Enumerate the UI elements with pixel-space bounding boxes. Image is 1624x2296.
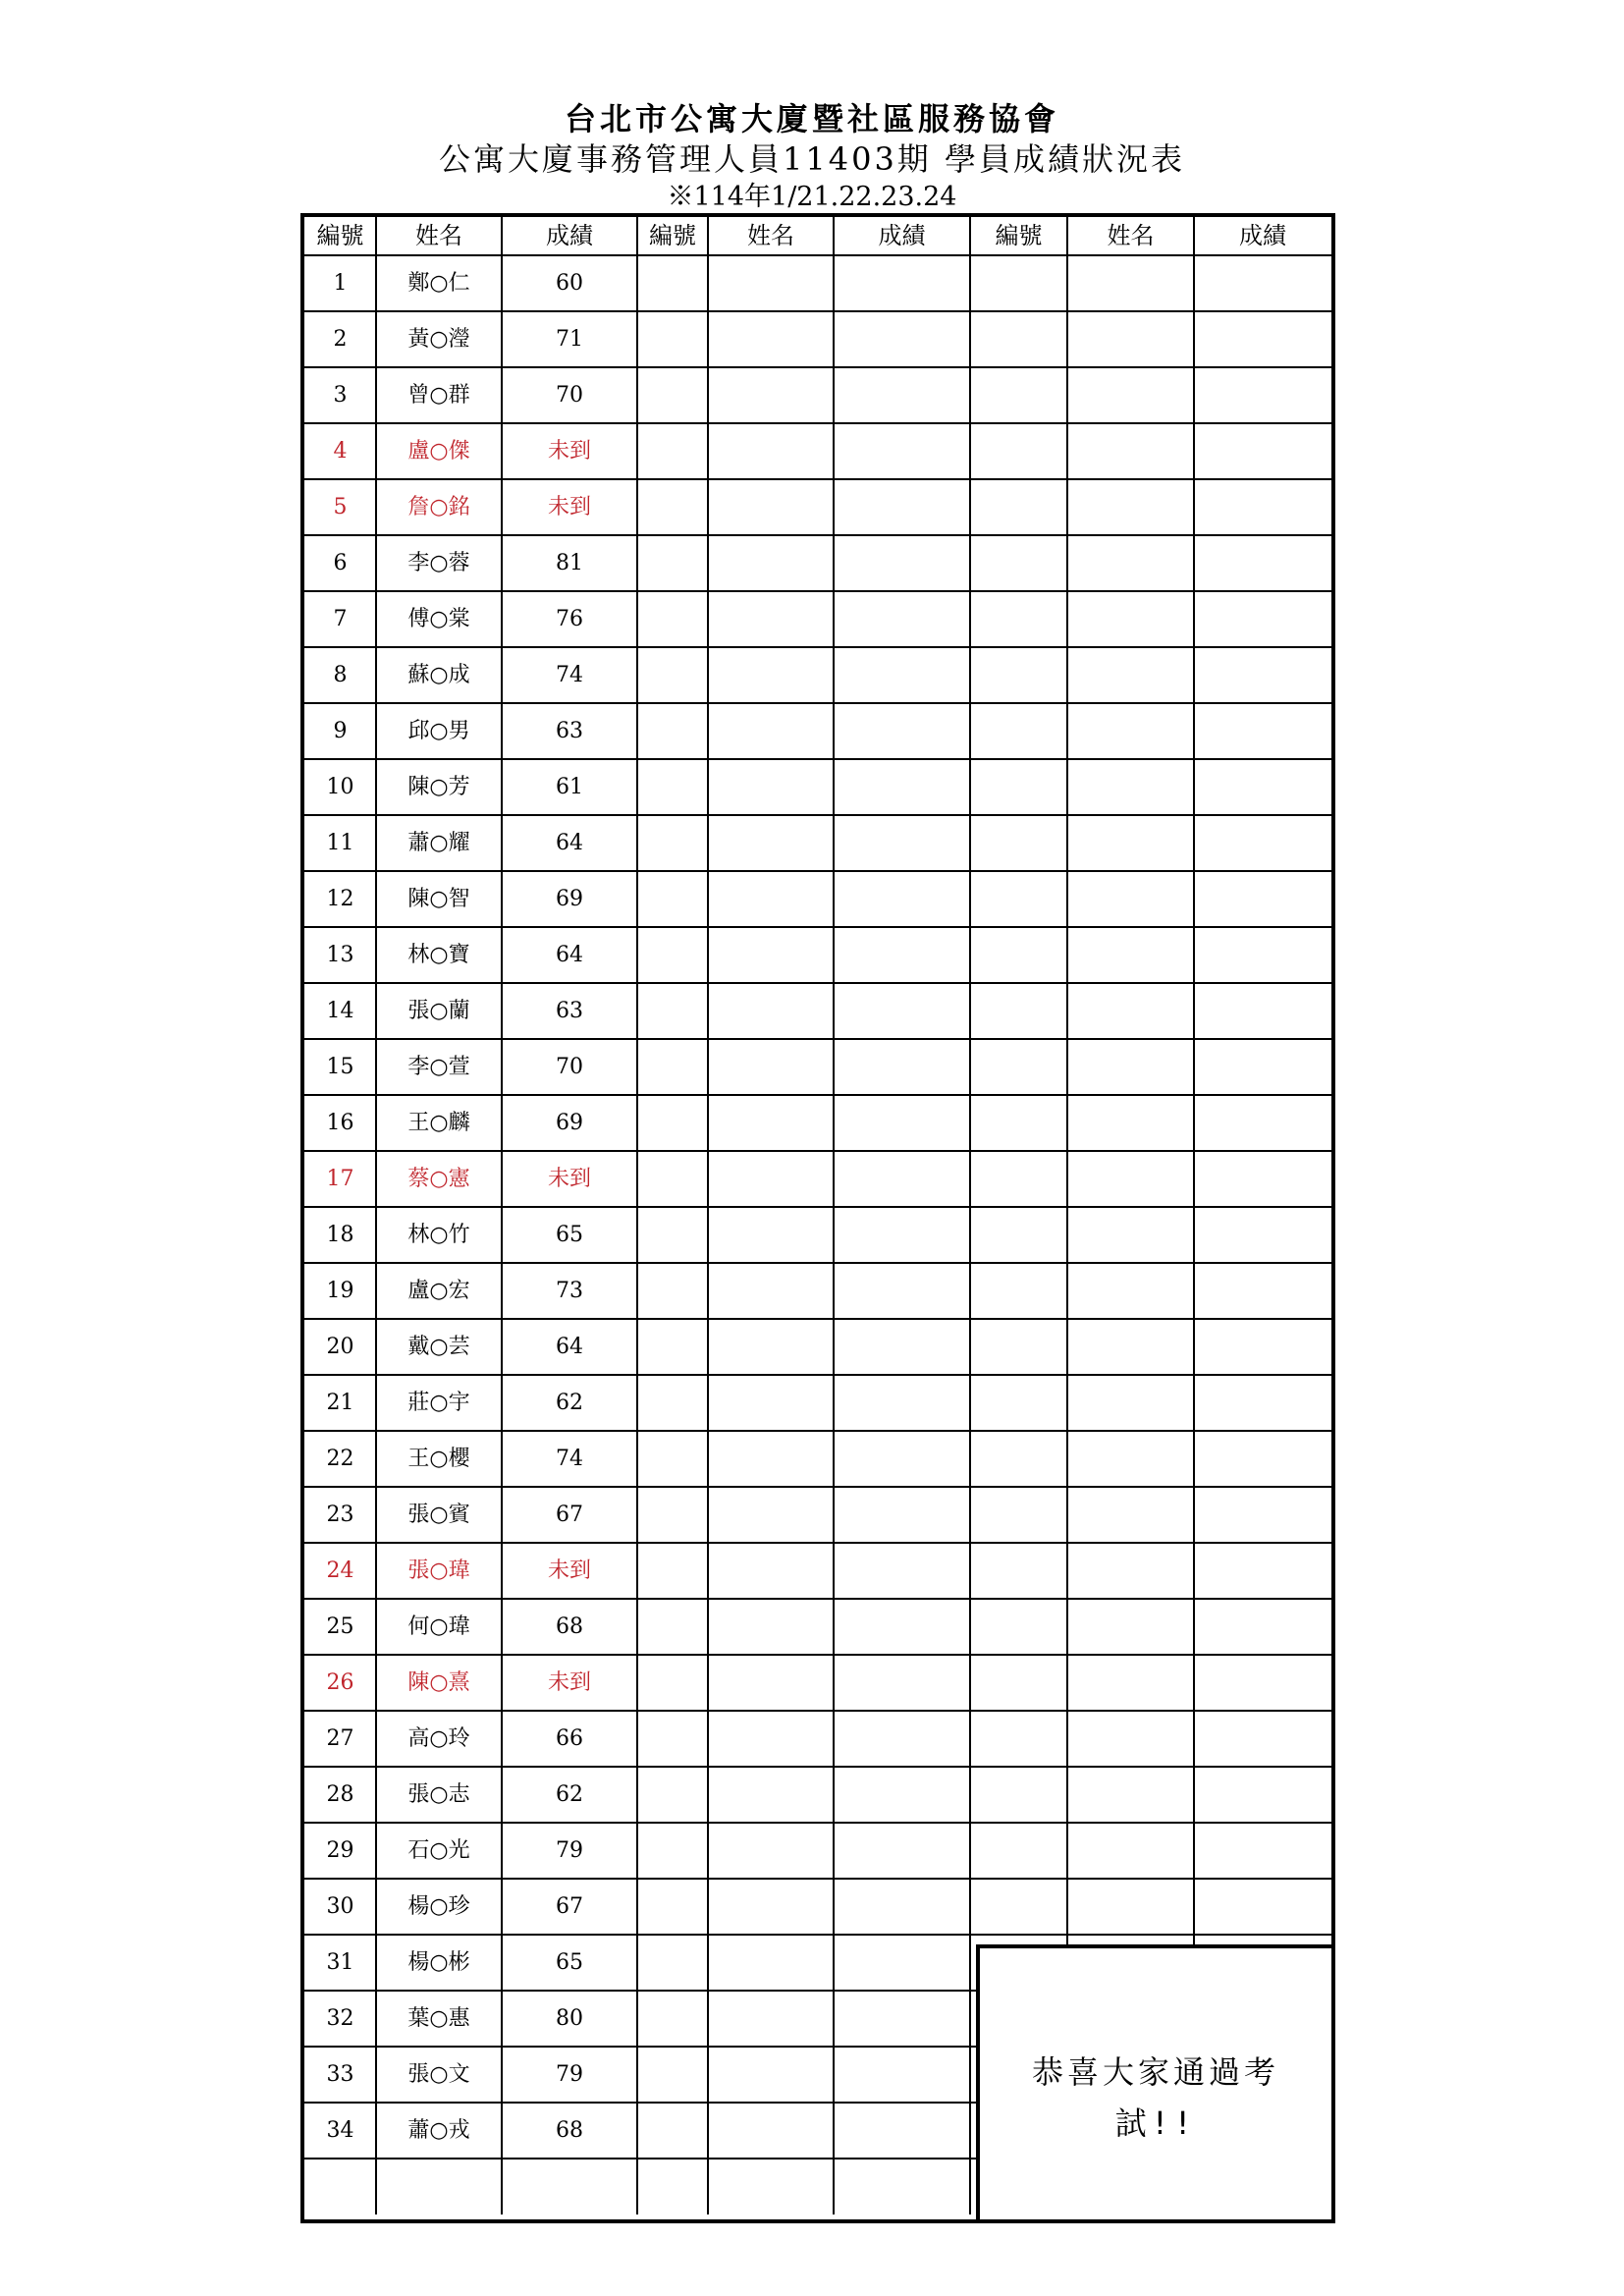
student-number: 11 (326, 831, 354, 855)
student-score: 64 (556, 1335, 583, 1359)
student-number: 1 (333, 271, 348, 296)
student-name: 葉○惠 (407, 2006, 470, 2031)
student-number: 4 (333, 439, 348, 464)
student-score: 74 (556, 663, 583, 687)
column-header: 編號 (316, 222, 364, 249)
student-score: 70 (556, 1055, 583, 1079)
student-name: 莊○宇 (407, 1391, 470, 1415)
column-header: 編號 (995, 222, 1043, 249)
student-number: 24 (326, 1558, 354, 1583)
student-name: 戴○芸 (407, 1335, 470, 1359)
student-name: 張○志 (407, 1782, 470, 1807)
student-score: 63 (556, 719, 583, 743)
student-name: 盧○傑 (407, 439, 470, 464)
student-number: 16 (326, 1111, 354, 1135)
student-score: 76 (556, 607, 583, 631)
student-score: 67 (556, 1503, 583, 1527)
student-score: 64 (556, 831, 583, 855)
congrats-message: 恭喜大家通過考試!! (1031, 2053, 1279, 2142)
student-number: 5 (333, 495, 348, 519)
student-name: 林○竹 (407, 1223, 470, 1247)
student-score: 64 (556, 943, 583, 967)
student-score: 79 (556, 2062, 583, 2087)
student-number: 30 (326, 1894, 354, 1919)
student-name: 陳○熹 (407, 1670, 470, 1695)
column-divider (1066, 217, 1068, 2214)
student-name: 張○瑋 (407, 1558, 470, 1583)
student-name: 鄭○仁 (407, 271, 470, 296)
student-score: 62 (556, 1782, 583, 1807)
student-number: 26 (326, 1670, 354, 1695)
student-number: 14 (326, 999, 354, 1023)
student-number: 23 (326, 1503, 354, 1527)
student-name: 高○玲 (407, 1726, 470, 1751)
student-number: 27 (326, 1726, 354, 1751)
student-name: 詹○銘 (407, 495, 470, 519)
student-score: 60 (556, 271, 583, 296)
student-number: 31 (326, 1950, 354, 1975)
student-number: 15 (326, 1055, 354, 1079)
column-header: 姓名 (747, 222, 794, 249)
student-name: 邱○男 (407, 719, 470, 743)
student-score: 80 (556, 2006, 583, 2031)
organization-title: 台北市公寓大廈暨社區服務協會 (564, 100, 1059, 137)
student-score: 79 (556, 1838, 583, 1863)
column-divider (1193, 217, 1195, 2214)
student-name: 黃○瀅 (407, 327, 470, 352)
student-score: 未到 (547, 1558, 591, 1583)
student-number: 20 (326, 1335, 354, 1359)
student-score: 未到 (547, 1670, 591, 1695)
student-number: 34 (326, 2118, 354, 2143)
student-number: 7 (333, 607, 348, 631)
student-score: 74 (556, 1447, 583, 1471)
student-score: 81 (556, 551, 583, 575)
student-name: 曾○群 (407, 383, 470, 408)
student-number: 19 (326, 1279, 354, 1303)
score-table (300, 213, 1335, 2223)
student-score: 68 (556, 2118, 583, 2143)
column-header: 姓名 (1107, 222, 1155, 249)
student-number: 22 (326, 1447, 354, 1471)
student-name: 傅○棠 (407, 607, 470, 631)
column-header: 成績 (1239, 222, 1286, 249)
student-number: 17 (326, 1167, 354, 1191)
student-number: 29 (326, 1838, 354, 1863)
student-number: 25 (326, 1614, 354, 1639)
student-name: 蕭○戎 (407, 2118, 470, 2143)
student-score: 73 (556, 1279, 583, 1303)
student-number: 32 (326, 2006, 354, 2031)
column-header: 姓名 (415, 222, 462, 249)
student-name: 張○蘭 (407, 999, 470, 1023)
student-name: 王○櫻 (407, 1447, 470, 1471)
student-score: 61 (556, 775, 583, 799)
student-name: 王○麟 (407, 1111, 470, 1135)
student-score: 67 (556, 1894, 583, 1919)
congrats-box (976, 1944, 1331, 2219)
column-header: 編號 (649, 222, 696, 249)
column-divider (833, 217, 835, 2214)
student-name: 蔡○憲 (407, 1167, 470, 1191)
student-score: 62 (556, 1391, 583, 1415)
student-score: 70 (556, 383, 583, 408)
student-score: 未到 (547, 495, 591, 519)
column-divider (969, 217, 971, 2214)
column-header: 成績 (878, 222, 926, 249)
student-score: 69 (556, 1111, 583, 1135)
student-score: 63 (556, 999, 583, 1023)
student-name: 蘇○成 (407, 663, 470, 687)
student-name: 張○文 (407, 2062, 470, 2087)
student-number: 18 (326, 1223, 354, 1247)
student-number: 2 (333, 327, 348, 352)
column-divider (707, 217, 709, 2214)
student-name: 楊○彬 (407, 1950, 470, 1975)
report-subtitle: 公寓大廈事務管理人員11403期 學員成績狀況表 (439, 140, 1185, 178)
student-number: 3 (333, 383, 348, 408)
student-score: 未到 (547, 439, 591, 464)
student-number: 33 (326, 2062, 354, 2087)
student-name: 林○寶 (407, 943, 470, 967)
student-score: 66 (556, 1726, 583, 1751)
student-number: 12 (326, 887, 354, 911)
student-number: 6 (333, 551, 348, 575)
student-name: 盧○宏 (407, 1279, 470, 1303)
student-number: 10 (326, 775, 354, 799)
student-score: 69 (556, 887, 583, 911)
student-score: 65 (556, 1223, 583, 1247)
column-header: 成績 (546, 222, 593, 249)
student-name: 陳○芳 (407, 775, 470, 799)
student-number: 21 (326, 1391, 354, 1415)
exam-dates: ※114年1/21.22.23.24 (667, 182, 957, 212)
student-name: 張○賓 (407, 1503, 470, 1527)
student-number: 13 (326, 943, 354, 967)
student-name: 李○蓉 (407, 551, 470, 575)
student-number: 28 (326, 1782, 354, 1807)
student-name: 李○萱 (407, 1055, 470, 1079)
student-name: 何○瑋 (407, 1614, 470, 1639)
student-number: 9 (333, 719, 348, 743)
student-number: 8 (333, 663, 348, 687)
student-score: 68 (556, 1614, 583, 1639)
student-name: 楊○珍 (407, 1894, 470, 1919)
student-name: 蕭○耀 (407, 831, 470, 855)
student-score: 65 (556, 1950, 583, 1975)
student-score: 未到 (547, 1167, 591, 1191)
student-name: 陳○智 (407, 887, 470, 911)
student-score: 71 (556, 327, 583, 352)
student-name: 石○光 (407, 1838, 470, 1863)
